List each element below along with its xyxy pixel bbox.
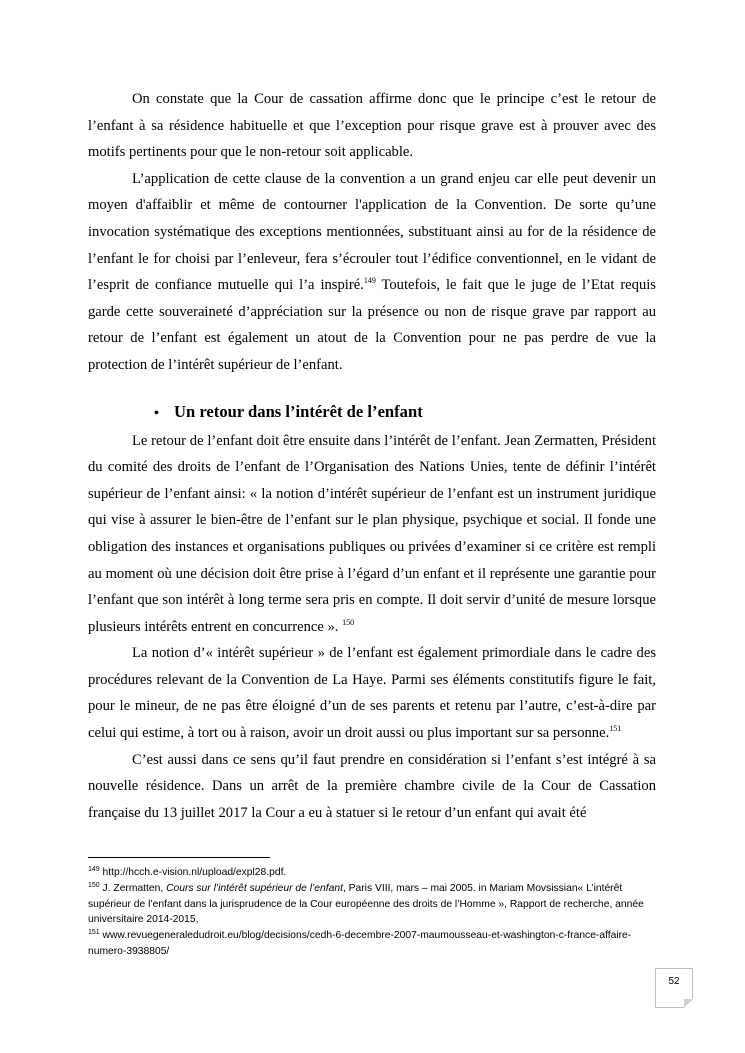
section-heading-text: Un retour dans l’intérêt de l’enfant xyxy=(174,401,423,421)
paragraph-3-text: Le retour de l’enfant doit être ensuite dans l’intérêt de l’enfant. Jean Zermatten, Président du comité des droits de l’enfant de l’Organisation des Nations Unies, tente de définir l’intérêt supérieur de l’enfant ainsi: « la notion d’intérêt supérieur de l’enfant est un instrument juridique qui vise à assurer le bien-être de l’enfant sur le plan physique, psychique et social. Il fonde une obligation des instances et organisations publiques ou privées d’examiner si ce critère est rempli au moment où une décision doit être prise à l’égard d’un enfant et il représente une garantie pour l’enfant que son intérêt à long terme sera pris en compte. Il doit servir d’unité de mesure lorsque plusieurs intérêts entrent en concurrence ». xyxy=(88,432,656,635)
footnote-number: 150 xyxy=(88,881,100,889)
footnote-title: Cours sur l’intérêt supérieur de l’enfant xyxy=(166,882,343,894)
footnote-149 xyxy=(88,865,663,881)
footnotes xyxy=(88,857,663,960)
paragraph-2 xyxy=(88,166,656,379)
footnote-ref-150[interactable]: 150 xyxy=(342,617,355,627)
page-number: 52 xyxy=(668,976,680,987)
paragraph-2-text-b: Toutefois, le fait que le juge de l’Etat requis garde cette souveraineté d’appréciation sur la présence ou non de risque grave par rapport au retour de l’enfant est également un atout de la Convention pour ne pas perdre de vue la protection de l’intérêt supérieur de l’enfant. xyxy=(88,277,656,373)
paragraph-5: C’est aussi dans ce sens qu’il faut prendre en considération si l’enfant s’est intégré à sa nouvelle résidence. Dans un arrêt de la première chambre civile de la Cour de Cassation française du 13 juillet 2017 la Cour a eu à statuer si le retour d’un enfant qui avait été xyxy=(88,751,656,821)
body-text xyxy=(88,86,656,826)
paragraph-1: On constate que la Cour de cassation affirme donc que le principe c’est le retour de l’enfant à sa résidence habituelle et que l’exception pour risque grave est à prouver avec des motifs pertinents pour que le non-retour soit applicable. xyxy=(88,91,656,161)
footnote-number: 151 xyxy=(88,929,100,937)
footnote-separator xyxy=(88,857,270,858)
page-fold-icon xyxy=(684,999,693,1008)
footnote-151 xyxy=(88,928,663,960)
footnote-link[interactable]: http://hcch.e-vision.nl/upload/expl28.pdf. xyxy=(99,867,287,878)
footnote-ref-151[interactable]: 151 xyxy=(609,724,622,734)
footnote-ref-149[interactable]: 149 xyxy=(363,276,376,286)
page-number-box xyxy=(655,968,693,1008)
paragraph-2-text-a: L’application de cette clause de la convention a un grand enjeu car elle peut devenir un moyen d'affaiblir et même de contourner l'application de la Convention. De sorte qu’une invocation systématique des exceptions mentionnées, substituant ainsi au for de la résidence de l’enfant le for choisi par l’enleveur, fera s’écrouler tout l’édifice conventionnel, en le vidant de l’esprit de confiance mutuelle qui l’a inspiré. xyxy=(88,170,656,294)
footnote-link[interactable]: www.revuegeneraledudroit.eu/blog/decisions/cedh-6-decembre-2007-maumousseau-et-washington-c-france-affaire-numero-3938805/ xyxy=(88,930,632,957)
bullet-icon: • xyxy=(154,405,159,421)
footnote-150 xyxy=(88,881,663,928)
paragraph-3 xyxy=(88,428,656,641)
section-heading xyxy=(88,399,656,427)
footnote-text: J. Zermatten, xyxy=(99,882,167,894)
paragraph-4-text: La notion d’« intérêt supérieur » de l’enfant est également primordiale dans le cadre des procédures relevant de la Convention de La Haye. Parmi ses éléments constitutifs figure le fait, pour le mineur, de ne pas être éloigné d’un de ses parents et retenu par l’autre, c’est-à-dire par celui qui estime, à tort ou à raison, avoir un droit aussi ou plus important sur sa personne. xyxy=(88,645,656,742)
footnote-text: , Paris VIII, mars – mai 2005. in Mariam Movsissian« L’intérêt supérieur de l’enfant dans la jurisprudence de la Cour européenne des droits de l’Homme », Rapport de recherche, année universitaire 2014-2015, xyxy=(88,882,644,926)
footnote-number: 149 xyxy=(88,866,100,873)
paragraph-4 xyxy=(88,640,656,746)
